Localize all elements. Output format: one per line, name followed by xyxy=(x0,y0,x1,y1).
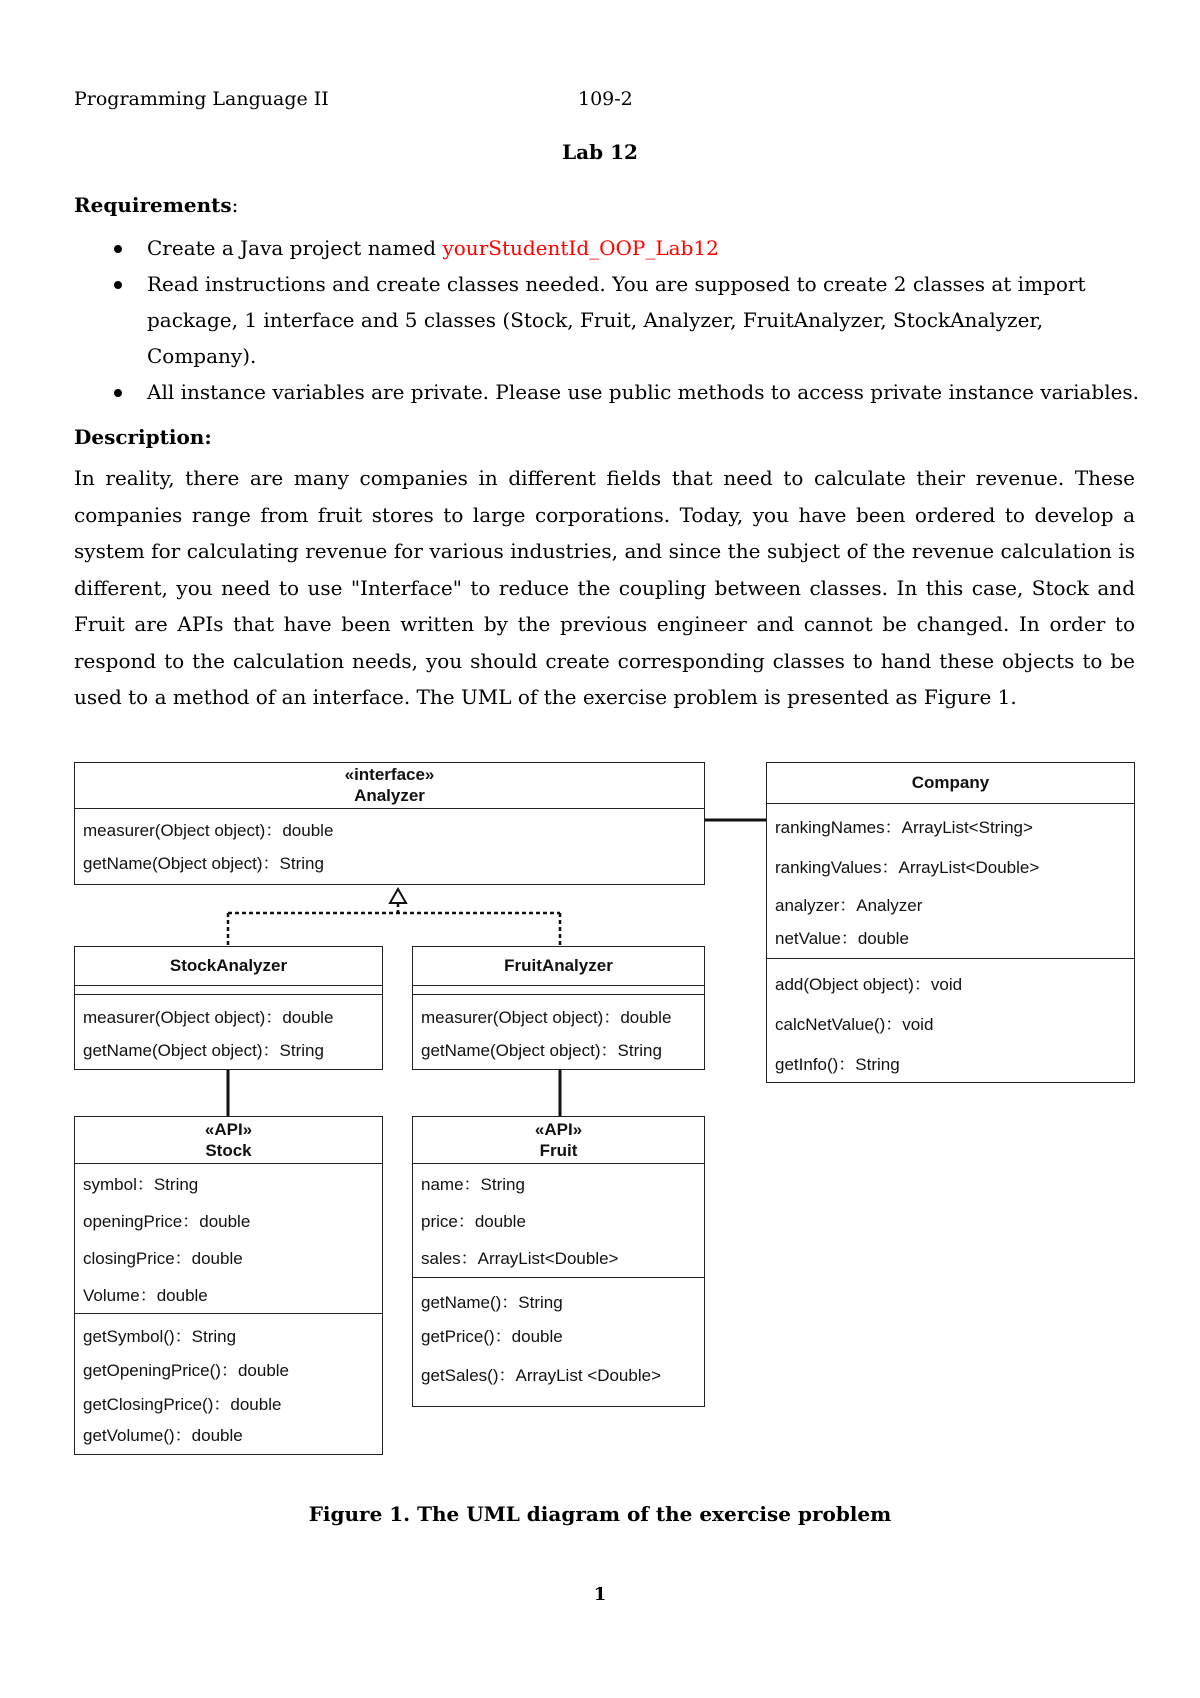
attribute-row: symbol：String xyxy=(83,1175,199,1194)
class-name: StockAnalyzer xyxy=(75,947,382,986)
company-class-box xyxy=(766,762,1135,1083)
fruit-api-class-box xyxy=(412,1116,705,1407)
stock-header xyxy=(75,1117,382,1164)
company-attributes xyxy=(767,804,1134,959)
page-number: 1 xyxy=(593,1584,607,1605)
attribute-row: rankingNames：ArrayList<String> xyxy=(775,818,1033,837)
method-row: measurer(Object object)：double xyxy=(83,821,334,840)
method-row: getInfo()：String xyxy=(775,1055,900,1074)
fruit-header xyxy=(413,1117,704,1164)
header-course: Programming Language II xyxy=(74,88,329,110)
method-row: add(Object object)：void xyxy=(775,975,963,994)
method-row: getPrice()：double xyxy=(421,1327,563,1346)
class-name: Company xyxy=(767,763,1134,804)
header-term: 109-2 xyxy=(578,88,633,110)
method-row: getName(Object object)：String xyxy=(83,1041,324,1060)
description-paragraph: In reality, there are many companies in different fields that need to calculate their revenue. These companies range from fruit stores to large corporations. Today, you have been ordered to develop a system for calculating revenue for various industries, and since the subject of the revenue calculation is different, you need to use "Interface" to reduce the coupling between classes. In this case, Stock and Fruit are APIs that have been written by the previous engineer and cannot be changed. In order to respond to the calculation needs, you should create corresponding classes to hand these objects to be used to a method of an interface. The UML of the exercise problem is presented as Figure 1. xyxy=(74,466,1135,709)
requirements-heading: Requirements: xyxy=(74,193,239,217)
class-name: Analyzer xyxy=(354,786,425,805)
method-row: getClosingPrice()：double xyxy=(83,1395,282,1414)
method-row: getVolume()：double xyxy=(83,1426,243,1445)
figure-caption: Figure 1. The UML diagram of the exercise problem xyxy=(308,1502,892,1526)
stock-attributes xyxy=(75,1164,382,1314)
attribute-row: closingPrice：double xyxy=(83,1249,243,1268)
stereotype-label: «API» xyxy=(534,1120,583,1139)
project-name-highlight: yourStudentId_OOP_Lab12 xyxy=(442,236,719,260)
empty-attribute-section xyxy=(75,986,382,995)
stock-analyzer-class-box xyxy=(74,946,383,1070)
fruit-analyzer-class-box xyxy=(412,946,705,1070)
class-name: Fruit xyxy=(539,1141,578,1160)
method-row: calcNetValue()：void xyxy=(775,1015,934,1034)
analyzer-methods xyxy=(75,809,704,880)
description-heading: Description: xyxy=(74,425,212,449)
empty-attribute-section xyxy=(413,986,704,995)
method-row: getName()：String xyxy=(421,1293,563,1312)
list-item: Create a Java project named yourStudentId_OOP_Lab12 xyxy=(74,230,1144,266)
stereotype-label: «API» xyxy=(204,1120,253,1139)
class-name: Stock xyxy=(205,1141,252,1160)
page-title: Lab 12 xyxy=(562,140,638,164)
method-row: getName(Object object)：String xyxy=(83,854,324,873)
method-row: getOpeningPrice()：double xyxy=(83,1361,290,1380)
analyzer-header xyxy=(75,763,704,809)
list-item: Read instructions and create classes needed. You are supposed to create 2 classes at import package, 1 interface and 5 classes (Stock, Fruit, Analyzer, FruitAnalyzer, StockAnalyzer, Company). xyxy=(74,266,1144,374)
class-name: FruitAnalyzer xyxy=(413,947,704,986)
company-methods xyxy=(767,959,1134,1085)
analyzer-interface-box xyxy=(74,762,705,885)
attribute-row: name：String xyxy=(421,1175,525,1194)
stock-methods xyxy=(75,1314,382,1450)
attribute-row: analyzer：Analyzer xyxy=(775,896,923,915)
fruit-attributes xyxy=(413,1164,704,1278)
attribute-row: netValue：double xyxy=(775,929,909,948)
stock-api-class-box xyxy=(74,1116,383,1455)
method-row: getSymbol()：String xyxy=(83,1327,237,1346)
attribute-row: Volume：double xyxy=(83,1286,208,1305)
stereotype-label: «interface» xyxy=(344,765,435,784)
method-row: getSales()：ArrayList <Double> xyxy=(421,1366,662,1385)
attribute-row: openingPrice：double xyxy=(83,1212,251,1231)
stock-analyzer-methods xyxy=(75,995,382,1067)
realization-arrowhead xyxy=(390,889,406,903)
method-row: measurer(Object object)：double xyxy=(83,1008,334,1027)
list-item: All instance variables are private. Please use public methods to access private instance variables. xyxy=(74,374,1144,410)
fruit-methods xyxy=(413,1278,704,1398)
method-row: getName(Object object)：String xyxy=(421,1041,662,1060)
attribute-row: price：double xyxy=(421,1212,526,1231)
attribute-row: sales：ArrayList<Double> xyxy=(421,1249,619,1268)
fruit-analyzer-methods xyxy=(413,995,704,1067)
method-row: measurer(Object object)：double xyxy=(421,1008,672,1027)
attribute-row: rankingValues：ArrayList<Double> xyxy=(775,858,1040,877)
